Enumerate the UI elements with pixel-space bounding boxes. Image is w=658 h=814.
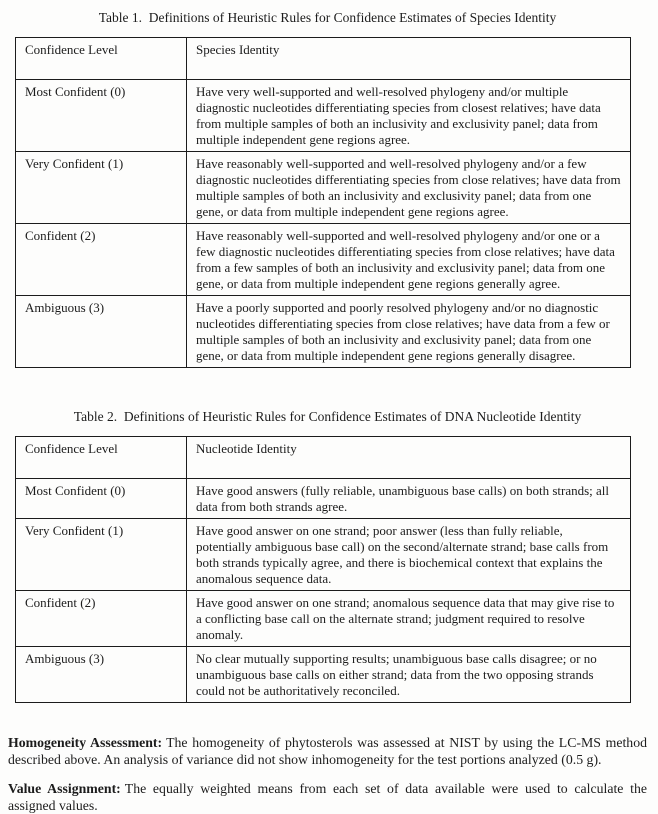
document-page bbox=[8, 9, 647, 814]
value-assignment-label: Value Assignment: bbox=[8, 781, 121, 796]
table-row bbox=[16, 479, 631, 519]
table-row bbox=[16, 224, 631, 296]
table2-nucleotide-identity bbox=[15, 436, 631, 703]
value-assignment-text: The equally weighted means from each set of data available were used to calculate the assigned values. bbox=[8, 781, 648, 813]
definition-cell: Have good answers (fully reliable, unambiguous base calls) on both strands; all data from both strands agree. bbox=[187, 479, 631, 519]
table2-header-confidence-level: Confidence Level bbox=[16, 437, 187, 479]
table1-header-confidence-level: Confidence Level bbox=[16, 38, 187, 80]
definition-cell: Have reasonably well-supported and well-resolved phylogeny and/or one or a few diagnostic nucleotides differentiating species from close relatives; have data from a few samples of both an inclusivity and exclusivity panel; data from one gene, or data from multiple independent gene regions generally agree. bbox=[187, 224, 631, 296]
confidence-level-cell: Confident (2) bbox=[16, 591, 187, 647]
table-row bbox=[16, 296, 631, 368]
table-row bbox=[16, 647, 631, 703]
confidence-level-cell: Ambiguous (3) bbox=[16, 647, 187, 703]
confidence-level-cell: Most Confident (0) bbox=[16, 80, 187, 152]
homogeneity-assessment-text: The homogeneity of phytosterols was assessed at NIST by using the LC-MS method described above. An analysis of variance did not show inhomogeneity for the test portions analyzed (0.5 g). bbox=[8, 735, 647, 767]
table2-caption: Table 2. Definitions of Heuristic Rules for Confidence Estimates of DNA Nucleotide Identity bbox=[73, 409, 582, 424]
table-row bbox=[16, 80, 631, 152]
table-row bbox=[16, 519, 631, 591]
table1-header-species-identity: Species Identity bbox=[187, 38, 631, 80]
homogeneity-assessment-paragraph bbox=[8, 734, 647, 768]
value-assignment-paragraph bbox=[8, 780, 647, 814]
table2-header-nucleotide-identity: Nucleotide Identity bbox=[187, 437, 631, 479]
confidence-level-cell: Very Confident (1) bbox=[16, 152, 187, 224]
table-row bbox=[16, 152, 631, 224]
table1-header-row bbox=[16, 38, 631, 80]
confidence-level-cell: Very Confident (1) bbox=[16, 519, 187, 591]
confidence-level-cell: Most Confident (0) bbox=[16, 479, 187, 519]
table2-header-row bbox=[16, 437, 631, 479]
definition-cell: Have good answer on one strand; anomalous sequence data that may give rise to a conflicting base call on the alternate strand; judgment required to resolve anomaly. bbox=[187, 591, 631, 647]
table1-species-identity bbox=[15, 37, 631, 368]
homogeneity-assessment-label: Homogeneity Assessment: bbox=[8, 735, 163, 750]
definition-cell: Have reasonably well-supported and well-resolved phylogeny and/or a few diagnostic nucleotides differentiating species from close relatives; have data from multiple samples of both an inclusivity and exclusivity panel; data from one gene, or data from multiple independent gene regions agree. bbox=[187, 152, 631, 224]
confidence-level-cell: Ambiguous (3) bbox=[16, 296, 187, 368]
table1-caption: Table 1. Definitions of Heuristic Rules for Confidence Estimates of Species Identity bbox=[98, 10, 557, 25]
table-row bbox=[16, 591, 631, 647]
definition-cell: No clear mutually supporting results; unambiguous base calls disagree; or no unambiguous base calls on either strand; data from the two opposing strands could not be authoritatively reconciled. bbox=[187, 647, 631, 703]
definition-cell: Have a poorly supported and poorly resolved phylogeny and/or no diagnostic nucleotides differentiating species from close relatives; have data from a few or multiple samples of both an inclusivity and exclusivity panel; data from one gene, or data from multiple independent gene regions generally disagree. bbox=[187, 296, 631, 368]
definition-cell: Have very well-supported and well-resolved phylogeny and/or multiple diagnostic nucleotides differentiating species from closest relatives; have data from multiple samples of both an inclusivity and exclusivity panel; data from multiple independent gene regions agree. bbox=[187, 80, 631, 152]
confidence-level-cell: Confident (2) bbox=[16, 224, 187, 296]
definition-cell: Have good answer on one strand; poor answer (less than fully reliable, potentially ambiguous base call) on the second/alternate strand; base calls from both strands typically agree, and there is biochemical context that explains the anomalous sequence data. bbox=[187, 519, 631, 591]
